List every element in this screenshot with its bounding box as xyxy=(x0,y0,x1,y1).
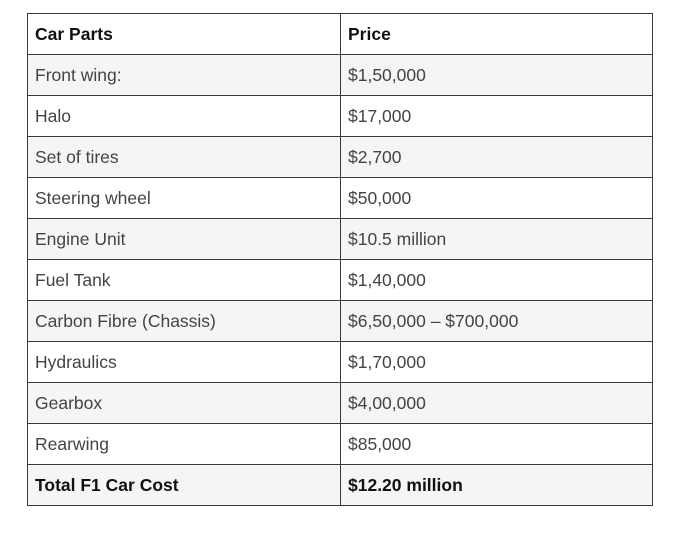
part-cell: Rearwing xyxy=(28,424,341,465)
total-row xyxy=(28,465,653,506)
table-row xyxy=(28,96,653,137)
price-cell: $17,000 xyxy=(341,96,653,137)
table-row xyxy=(28,424,653,465)
table-row xyxy=(28,342,653,383)
car-parts-price-table xyxy=(27,13,653,506)
table-header-row xyxy=(28,14,653,55)
part-cell: Carbon Fibre (Chassis) xyxy=(28,301,341,342)
table-row xyxy=(28,137,653,178)
table-row xyxy=(28,301,653,342)
price-cell: $2,700 xyxy=(341,137,653,178)
price-cell: $1,40,000 xyxy=(341,260,653,301)
table-row xyxy=(28,219,653,260)
price-cell: $1,70,000 xyxy=(341,342,653,383)
part-cell: Set of tires xyxy=(28,137,341,178)
header-price: Price xyxy=(341,14,653,55)
part-cell: Hydraulics xyxy=(28,342,341,383)
table-row xyxy=(28,178,653,219)
part-cell: Front wing: xyxy=(28,55,341,96)
part-cell: Halo xyxy=(28,96,341,137)
part-cell: Fuel Tank xyxy=(28,260,341,301)
total-label-cell: Total F1 Car Cost xyxy=(28,465,341,506)
price-cell: $85,000 xyxy=(341,424,653,465)
header-car-parts: Car Parts xyxy=(28,14,341,55)
part-cell: Engine Unit xyxy=(28,219,341,260)
price-cell: $50,000 xyxy=(341,178,653,219)
price-cell: $1,50,000 xyxy=(341,55,653,96)
price-cell: $6,50,000 – $700,000 xyxy=(341,301,653,342)
total-price-cell: $12.20 million xyxy=(341,465,653,506)
table-row xyxy=(28,260,653,301)
price-cell: $4,00,000 xyxy=(341,383,653,424)
part-cell: Steering wheel xyxy=(28,178,341,219)
table-row xyxy=(28,383,653,424)
part-cell: Gearbox xyxy=(28,383,341,424)
table-row xyxy=(28,55,653,96)
price-cell: $10.5 million xyxy=(341,219,653,260)
